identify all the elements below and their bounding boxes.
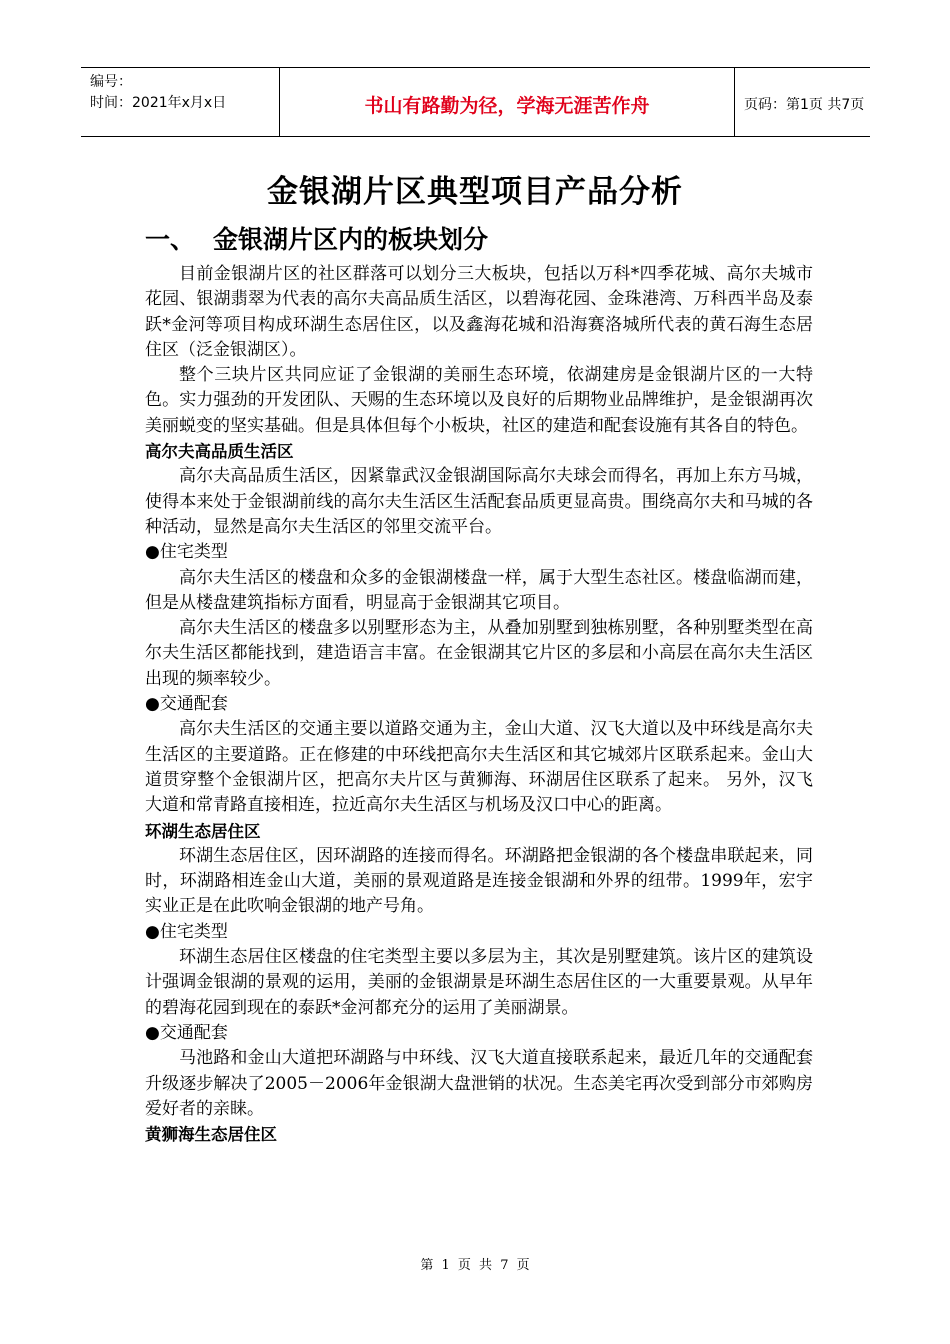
section-title: 金银湖片区内的板块划分 — [213, 225, 489, 254]
document-time-label: 时间：2021年x月x日 — [90, 95, 227, 111]
subheading-huangshihai-district: 黄狮海生态居住区 — [145, 1125, 277, 1145]
paragraph: 环湖生态居住区，因环湖路的连接而得名。环湖路把金银湖的各个楼盘串联起来，同时，环湖路相连金山大道，美丽的景观道路是连接金银湖和外界的纽带。1999年，宏宇实业正是在此吹响金银湖的地产号角。 — [145, 845, 813, 917]
paragraph: 高尔夫生活区的交通主要以道路交通为主，金山大道、汉飞大道以及中环线是高尔夫生活区的主要道路。正在修建的中环线把高尔夫生活区和其它城郊片区联系起来。金山大道贯穿整个金银湖片区，把高尔夫片区与黄狮海、环湖居住区联系了起来。 另外，汉飞大道和常青路直接相连，拉近高尔夫生活区与机场及汉口中心的距离。 — [145, 719, 813, 816]
paragraph: 整个三块片区共同应证了金银湖的美丽生态环境，依湖建房是金银湖片区的一大特色。实力强劲的开发团队、天赐的生态环境以及良好的后期物业品牌维护，是金银湖再次美丽蜕变的坚实基础。但是具体但每个小板块，社区的建造和配套设施有其各自的特色。 — [145, 365, 813, 436]
header-motto-cell — [279, 68, 735, 136]
bullet-heading — [145, 540, 813, 565]
header-table — [81, 67, 870, 137]
header-motto: 书山有路勤为径，学海无涯苦作舟 — [364, 95, 650, 117]
subheading-lakeside-district: 环湖生态居住区 — [145, 821, 261, 841]
paragraph: 高尔夫生活区的楼盘和众多的金银湖楼盘一样，属于大型生态社区。楼盘临湖而建，但是从楼盘建筑指标方面看，明显高于金银湖其它项目。 — [145, 567, 813, 613]
paragraph: 高尔夫生活区的楼盘多以别墅形态为主，从叠加别墅到独栋别墅，各种别墅类型在高尔夫生活区都能找到，建造语言丰富。在金银湖其它片区的多层和小高层在高尔夫生活区出现的频率较少。 — [145, 618, 813, 689]
section-number: 一、 — [145, 225, 196, 254]
header-info-cell — [81, 68, 279, 136]
bullet-label: 住宅类型 — [159, 921, 228, 942]
bullet-heading — [145, 1021, 813, 1046]
paragraph: 马池路和金山大道把环湖路与中环线、汉飞大道直接联系起来，最近几年的交通配套升级逐步解决了2005－2006年金银湖大盘泄销的状况。生态美宅再次受到部分市郊购房爱好者的亲睐。 — [145, 1048, 813, 1119]
bullet-dot-icon: ● — [145, 694, 160, 715]
bullet-dot-icon: ● — [145, 1022, 160, 1043]
subheading-golf-district: 高尔夫高品质生活区 — [145, 442, 294, 462]
section-heading — [145, 220, 488, 256]
paragraph: 环湖生态居住区楼盘的住宅类型主要以多层为主，其次是别墅建筑。该片区的建筑设计强调金银湖的景观的运用，美丽的金银湖景是环湖生态居住区的一大重要景观。从早年的碧海花园到现在的泰跃*金河都充分的运用了美丽湖景。 — [145, 947, 813, 1018]
bullet-label: 交通配套 — [159, 694, 228, 715]
document-body — [145, 262, 813, 1147]
document-number-label: 编号： — [90, 74, 132, 90]
header-page-code: 页码：第1页 共7页 — [744, 97, 865, 113]
document-title: 金银湖片区典型项目产品分析 — [267, 174, 683, 210]
paragraph: 高尔夫高品质生活区，因紧靠武汉金银湖国际高尔夫球会而得名，再加上东方马城，使得本来处于金银湖前线的高尔夫生活区生活配套品质更显高贵。围绕高尔夫和马城的各种活动，显然是高尔夫生活区的邻里交流平台。 — [145, 466, 813, 537]
bullet-heading — [145, 920, 813, 945]
bullet-heading — [145, 692, 813, 717]
header-page-cell — [734, 68, 870, 136]
bullet-dot-icon: ● — [145, 921, 160, 942]
bullet-dot-icon: ● — [145, 542, 160, 563]
bullet-label: 住宅类型 — [159, 542, 228, 563]
bullet-label: 交通配套 — [159, 1022, 228, 1043]
paragraph: 目前金银湖片区的社区群落可以划分三大板块，包括以万科*四季花城、高尔夫城市花园、银湖翡翠为代表的高尔夫高品质生活区，以碧海花园、金珠港湾、万科西半岛及泰跃*金河等项目构成环湖生态居住区，以及鑫海花城和沿海赛洛城所代表的黄石海生态居住区（泛金银湖区）。 — [145, 264, 813, 360]
page-footer: 第 1 页 共 7 页 — [420, 1258, 530, 1273]
